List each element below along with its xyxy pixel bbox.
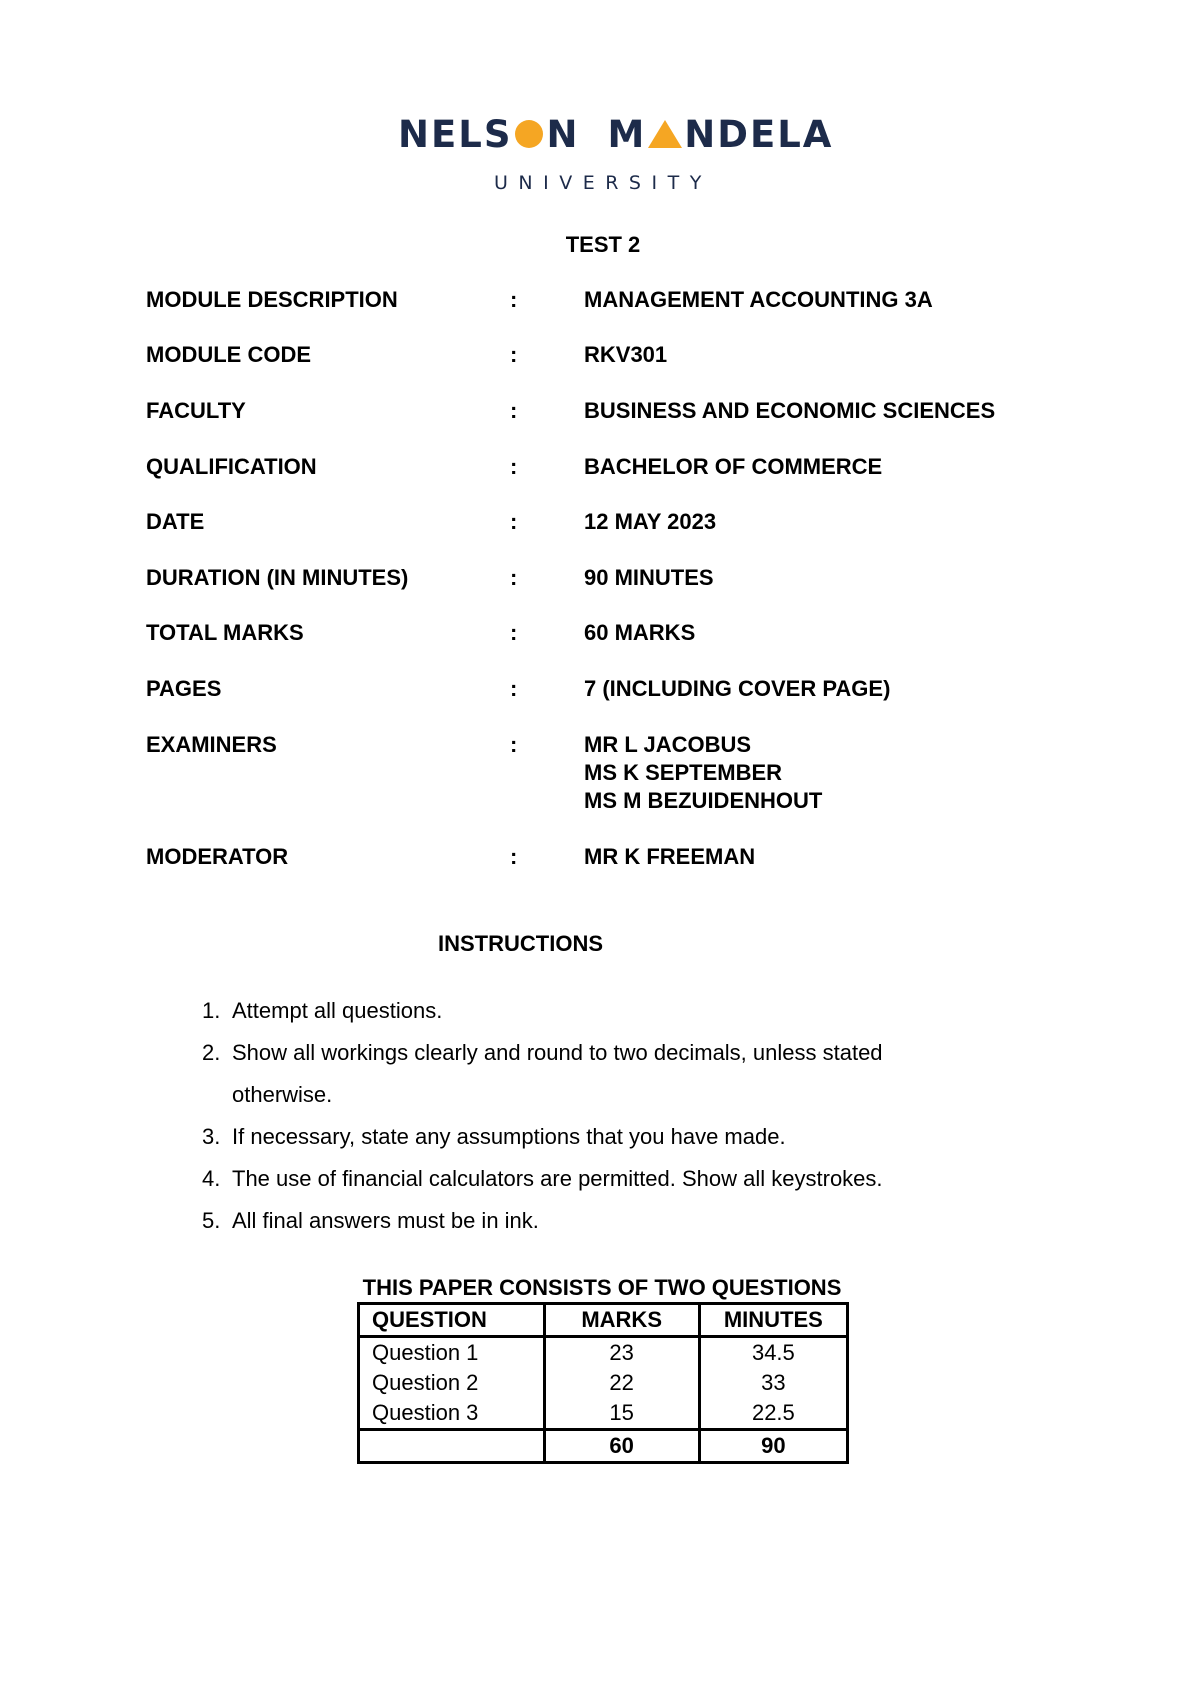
list-item <box>202 1116 982 1158</box>
list-item <box>202 1158 982 1200</box>
instructions-list <box>202 990 982 1242</box>
info-value <box>584 843 755 871</box>
info-label: MODULE CODE <box>146 342 311 367</box>
cell-minutes: 34.5 <box>699 1337 847 1369</box>
cell-question: Question 2 <box>359 1368 545 1398</box>
cell-minutes: 33 <box>699 1368 847 1398</box>
cell-total-minutes: 90 <box>699 1430 847 1463</box>
list-item-text: Attempt all questions. <box>232 998 443 1023</box>
header-marks: MARKS <box>544 1304 699 1337</box>
info-value <box>584 453 882 481</box>
header-minutes: MINUTES <box>699 1304 847 1337</box>
table-row <box>359 1337 848 1369</box>
info-value <box>584 397 995 425</box>
list-item-number: 1. <box>202 998 221 1023</box>
info-colon: : <box>510 732 518 757</box>
list-item-text: The use of financial calculators are permitted. Show all keystrokes. <box>232 1166 883 1191</box>
info-value-line: 7 (INCLUDING COVER PAGE) <box>584 676 891 701</box>
info-value-line: MANAGEMENT ACCOUNTING 3A <box>584 287 933 312</box>
list-item-number: 4. <box>202 1166 221 1191</box>
info-value-line: 12 MAY 2023 <box>584 509 717 534</box>
list-item-number: 2. <box>202 1040 221 1065</box>
info-value-line: MR K FREEMAN <box>584 844 756 869</box>
list-item-number: 5. <box>202 1208 221 1233</box>
logo-sun-icon <box>515 120 543 148</box>
list-item-number: 3. <box>202 1124 221 1149</box>
info-colon: : <box>510 620 518 645</box>
university-logo <box>398 112 834 197</box>
list-item-text: All final answers must be in ink. <box>232 1208 539 1233</box>
info-colon: : <box>510 844 518 869</box>
list-item-text: Show all workings clearly and round to two decimals, unless stated otherwise. <box>232 1040 883 1107</box>
cell-marks: 23 <box>544 1337 699 1369</box>
info-colon: : <box>510 509 518 534</box>
info-label: DURATION (IN MINUTES) <box>146 565 409 590</box>
info-value <box>584 731 822 815</box>
info-value <box>584 341 667 369</box>
list-item <box>202 990 982 1032</box>
cell-question: Question 3 <box>359 1398 545 1430</box>
info-value-line: RKV301 <box>584 342 668 367</box>
info-label: MODULE DESCRIPTION <box>146 287 398 312</box>
table-total-row <box>359 1430 848 1463</box>
info-colon: : <box>510 676 518 701</box>
info-label: QUALIFICATION <box>146 454 317 479</box>
info-value-line: MR L JACOBUS <box>584 732 752 757</box>
list-item <box>202 1032 982 1116</box>
cell-total-label <box>359 1430 545 1463</box>
question-table <box>357 1302 849 1464</box>
info-label: DATE <box>146 509 205 534</box>
cell-marks: 15 <box>544 1398 699 1430</box>
info-label: MODERATOR <box>146 844 289 869</box>
header-question: QUESTION <box>359 1304 545 1337</box>
info-colon: : <box>510 342 518 367</box>
info-label: PAGES <box>146 676 222 701</box>
cell-marks: 22 <box>544 1368 699 1398</box>
question-table-title: THIS PAPER CONSISTS OF TWO QUESTIONS <box>362 1275 842 1300</box>
cell-question: Question 1 <box>359 1337 545 1369</box>
info-value <box>584 675 890 703</box>
info-value-line: BUSINESS AND ECONOMIC SCIENCES <box>584 398 996 423</box>
info-value <box>584 564 714 592</box>
test-title: TEST 2 <box>565 232 641 257</box>
table-row <box>359 1368 848 1398</box>
info-value <box>584 286 933 314</box>
info-label: EXAMINERS <box>146 732 277 757</box>
instructions-title: INSTRUCTIONS <box>438 931 603 956</box>
logo-triangle-icon <box>648 120 682 148</box>
cell-total-marks: 60 <box>544 1430 699 1463</box>
info-value-line: BACHELOR OF COMMERCE <box>584 454 883 479</box>
info-value <box>584 508 716 536</box>
cell-minutes: 22.5 <box>699 1398 847 1430</box>
info-colon: : <box>510 454 518 479</box>
info-colon: : <box>510 398 518 423</box>
info-value <box>584 619 695 647</box>
info-value-line: MS K SEPTEMBER <box>584 760 783 785</box>
table-row <box>359 1398 848 1430</box>
info-value-line: 90 MINUTES <box>584 565 714 590</box>
table-header-row <box>359 1304 848 1337</box>
list-item-text: If necessary, state any assumptions that you have made. <box>232 1124 786 1149</box>
info-value-line: 60 MARKS <box>584 620 696 645</box>
logo-wordmark: NELS N M NDELA <box>398 112 834 156</box>
info-colon: : <box>510 287 518 312</box>
logo-subtitle: UNIVERSITY <box>494 172 712 194</box>
info-label: TOTAL MARKS <box>146 620 304 645</box>
list-item <box>202 1200 982 1242</box>
info-label: FACULTY <box>146 398 246 423</box>
info-value-line: MS M BEZUIDENHOUT <box>584 788 823 813</box>
info-colon: : <box>510 565 518 590</box>
